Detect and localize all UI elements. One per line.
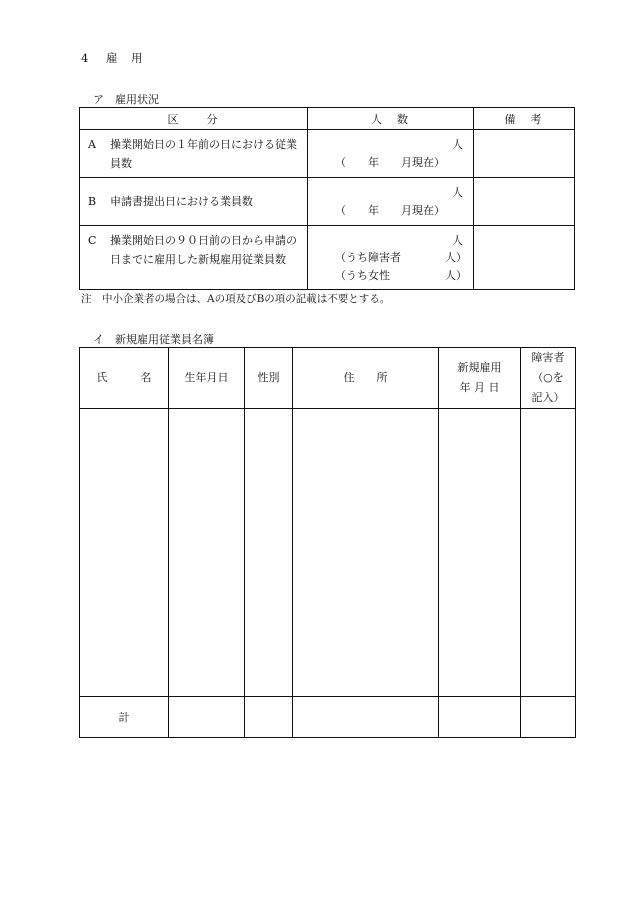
disabled-cell[interactable] <box>521 409 576 697</box>
remarks-cell[interactable] <box>474 130 575 178</box>
employment-status-table <box>79 107 575 290</box>
address-cell[interactable] <box>293 409 439 697</box>
header-category: 区 分 <box>80 108 308 130</box>
row-label-cell <box>80 178 308 226</box>
as-of-date: （ 年 月現在） <box>335 204 445 217</box>
female-count: （うち女性 人） <box>335 269 467 282</box>
count-unit: 人 <box>452 186 463 199</box>
count-cell[interactable] <box>308 226 474 290</box>
row-label: 操業開始日の１年前の日における従業員数 <box>110 138 297 170</box>
as-of-date: （ 年 月現在） <box>335 156 445 169</box>
count-cell[interactable] <box>308 178 474 226</box>
row-label: 申請書提出日における業員数 <box>110 195 253 208</box>
row-letter: A <box>88 138 96 151</box>
new-hire-register-heading: イ 新規雇用従業員名簿 <box>93 333 214 346</box>
table-row <box>80 130 575 178</box>
table-row <box>80 178 575 226</box>
header-disabled <box>521 348 576 409</box>
header-count: 人 数 <box>308 108 474 130</box>
hire-date-cell[interactable] <box>439 409 521 697</box>
remarks-cell[interactable] <box>474 178 575 226</box>
employment-status-heading: ア 雇用状況 <box>93 93 159 106</box>
table-note: 注 中小企業者の場合は、Aの項及びBの項の記載は不要とする。 <box>81 293 391 305</box>
header-name: 氏 名 <box>80 348 169 409</box>
table-header-row <box>80 348 576 409</box>
header-hire-date <box>439 348 521 409</box>
row-label: 操業開始日の９０日前の日から申請の日までに雇用した新規雇用従業員数 <box>110 234 297 266</box>
section-title: 雇 用 <box>105 51 144 65</box>
table-row <box>80 409 576 697</box>
total-gender-cell[interactable] <box>245 697 293 738</box>
new-hire-register-table <box>79 347 576 738</box>
total-birthdate-cell[interactable] <box>169 697 245 738</box>
birthdate-cell[interactable] <box>169 409 245 697</box>
count-cell[interactable] <box>308 130 474 178</box>
disabled-count: （うち障害者 人） <box>335 251 467 264</box>
header-address: 住 所 <box>293 348 439 409</box>
total-address-cell[interactable] <box>293 697 439 738</box>
header-disabled-line1: 障害者 <box>531 351 565 364</box>
gender-cell[interactable] <box>245 409 293 697</box>
header-gender: 性別 <box>245 348 293 409</box>
total-row <box>80 697 576 738</box>
name-cell[interactable] <box>80 409 169 697</box>
total-hire-date-cell[interactable] <box>439 697 521 738</box>
header-remarks: 備 考 <box>474 108 575 130</box>
row-letter: C <box>88 234 97 247</box>
count-unit: 人 <box>452 138 463 151</box>
header-disabled-line3: 記入） <box>531 391 565 404</box>
total-disabled-cell[interactable] <box>521 697 576 738</box>
row-label-cell <box>80 226 308 290</box>
header-birthdate: 生年月日 <box>169 348 245 409</box>
total-label: 計 <box>80 697 169 738</box>
section-heading <box>81 50 143 66</box>
section-number: 4 <box>81 51 90 65</box>
row-letter: B <box>88 195 97 208</box>
table-row <box>80 226 575 290</box>
header-hire-date-line1: 新規雇用 <box>457 361 502 374</box>
table-header-row <box>80 108 575 130</box>
count-unit: 人 <box>452 234 463 247</box>
header-hire-date-line2: 年 月 日 <box>459 381 500 394</box>
remarks-cell[interactable] <box>474 226 575 290</box>
row-label-cell <box>80 130 308 178</box>
header-disabled-line2: （○を <box>532 371 564 384</box>
